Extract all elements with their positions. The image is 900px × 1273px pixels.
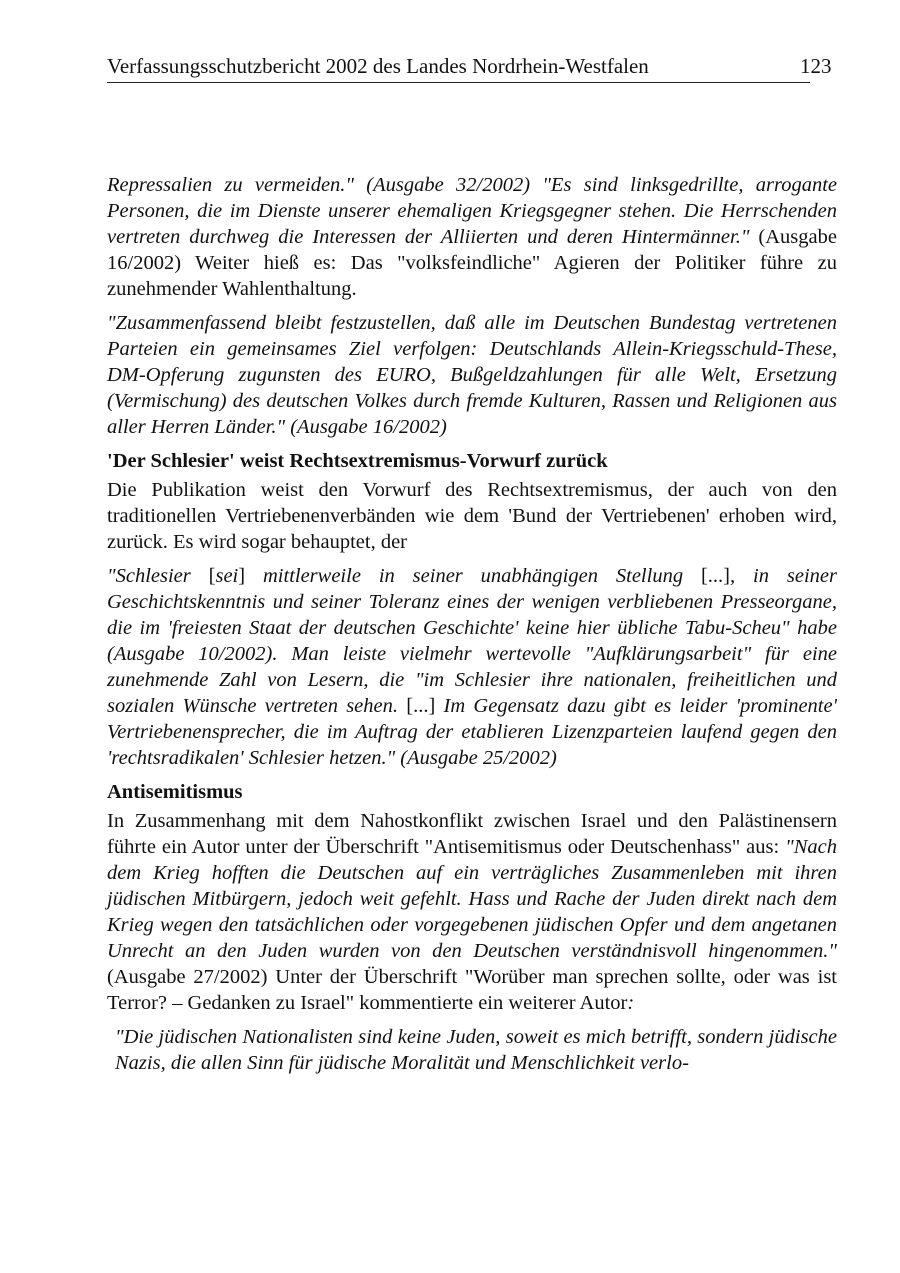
section-heading-schlesier: 'Der Schlesier' weist Rechtsextremismus-Vorwurf zurück bbox=[107, 450, 608, 472]
paragraph-5-text: (Ausgabe 27/2002) Unter der Überschrift "Worüber man sprechen sollte, oder was ist Terror? – Gedanken zu Israel" kommentierte ein weiterer Autor bbox=[107, 966, 837, 1014]
quote-2: "Zusammenfassend bleibt festzustellen, daß alle im Deutschen Bundestag vertretenen Parteien ein gemeinsames Ziel verfolgen: Deutschlands Allein-Kriegsschuld-These, DM-Opferung zugunsten des EURO, Bußgeldzahlungen für alle Welt, Ersetzung (Vermischung) des deutschen Volkes durch fremde Kulturen, Rassen und Religionen aus aller Herren Länder." (Ausgabe 16/2002) bbox=[107, 312, 837, 438]
quote-4-part: , in seiner Geschichtskenntnis und seiner Toleranz eines der wenigen verbliebenen Presseorgane, die im 'freiesten Staat der deutschen Geschichte' keine hier übliche Tabu-Scheu" habe (Ausgabe 10/2002). Man leiste vielmehr wertevolle "Aufklärungsarbeit" für eine zunehmende Zahl von Lesern, die "im Schlesier ihre nationalen, freiheitlichen und sozialen Wünsche vertreten sehen. bbox=[107, 565, 837, 717]
insertion-sei: sei bbox=[215, 565, 239, 587]
colon: : bbox=[627, 992, 635, 1014]
ellipsis-bracket: [...] bbox=[406, 695, 436, 717]
quote-5: "Nach dem Krieg hofften die Deutschen auf ein verträgliches Zusammenleben mit ihren jüdischen Mitbürgern, jedoch weit gefehlt. Hass und Rache der Juden direkt nach dem Krieg wegen den tatsächlichen oder vorgegebenen jüdischen Opfer und dem angetanen Unrecht an den Juden wurden von den Deutschen verständnisvoll hingenommen." bbox=[107, 836, 837, 962]
quote-paragraph-4 bbox=[107, 563, 837, 771]
bracket-open: [ bbox=[208, 565, 216, 587]
quote-4-part: "Schlesier bbox=[107, 565, 209, 587]
paragraph-1 bbox=[107, 172, 837, 302]
page-body bbox=[107, 172, 837, 1084]
page-number: 123 bbox=[800, 54, 832, 78]
ellipsis-bracket: [...] bbox=[700, 565, 731, 587]
running-header bbox=[107, 52, 810, 83]
quote-paragraph-2 bbox=[107, 310, 837, 440]
paragraph-5 bbox=[107, 808, 837, 1016]
section-heading-antisemitismus: Antisemitismus bbox=[107, 781, 243, 803]
quote-6: "Die jüdischen Nationalisten sind keine Juden, soweit es mich betrifft, sondern jüdische Nazis, die allen Sinn für jüdische Moralität und Menschlichkeit verlo- bbox=[115, 1026, 837, 1074]
header-title: Verfassungsschutzbericht 2002 des Landes Nordrhein-Westfalen bbox=[107, 54, 649, 78]
paragraph-1-text: (Ausgabe 16/2002) Weiter hieß es: Das "volksfeindliche" Agieren der Politiker führe zu zunehmender Wahlenthaltung. bbox=[107, 226, 837, 300]
quote-4-part: Im Gegensatz dazu gibt es leider 'prominente' Vertriebenensprecher, die im Auftrag der etablieren Lizenzparteien laufend gegen den 'rechtsradikalen' Schlesier hetzen." (Ausgabe 25/2002) bbox=[107, 695, 837, 769]
paragraph-3: Die Publikation weist den Vorwurf des Rechtsextremismus, der auch von den traditionellen Vertriebenenverbänden wie dem 'Bund der Vertriebenen' erhoben wird, zurück. Es wird sogar behauptet, der bbox=[107, 479, 837, 553]
bracket-close: ] bbox=[238, 565, 246, 587]
quote-paragraph-6 bbox=[107, 1024, 837, 1076]
quote-1: Repressalien zu vermeiden." (Ausgabe 32/2002) "Es sind linksgedrillte, arrogante Personen, die im Dienste unserer ehemaligen Kriegsgegner stehen. Die Herrschenden vertreten durchweg die Interessen der Alliierten und deren Hintermänner." bbox=[107, 174, 837, 248]
quote-4-part: mittlerweile in seiner unabhängigen Stellung bbox=[245, 565, 701, 587]
paragraph-5-text: In Zusammenhang mit dem Nahostkonflikt zwischen Israel und den Palästinensern führte ein Autor unter der Überschrift "Antisemitismus oder Deutschenhass" aus: bbox=[107, 810, 837, 858]
